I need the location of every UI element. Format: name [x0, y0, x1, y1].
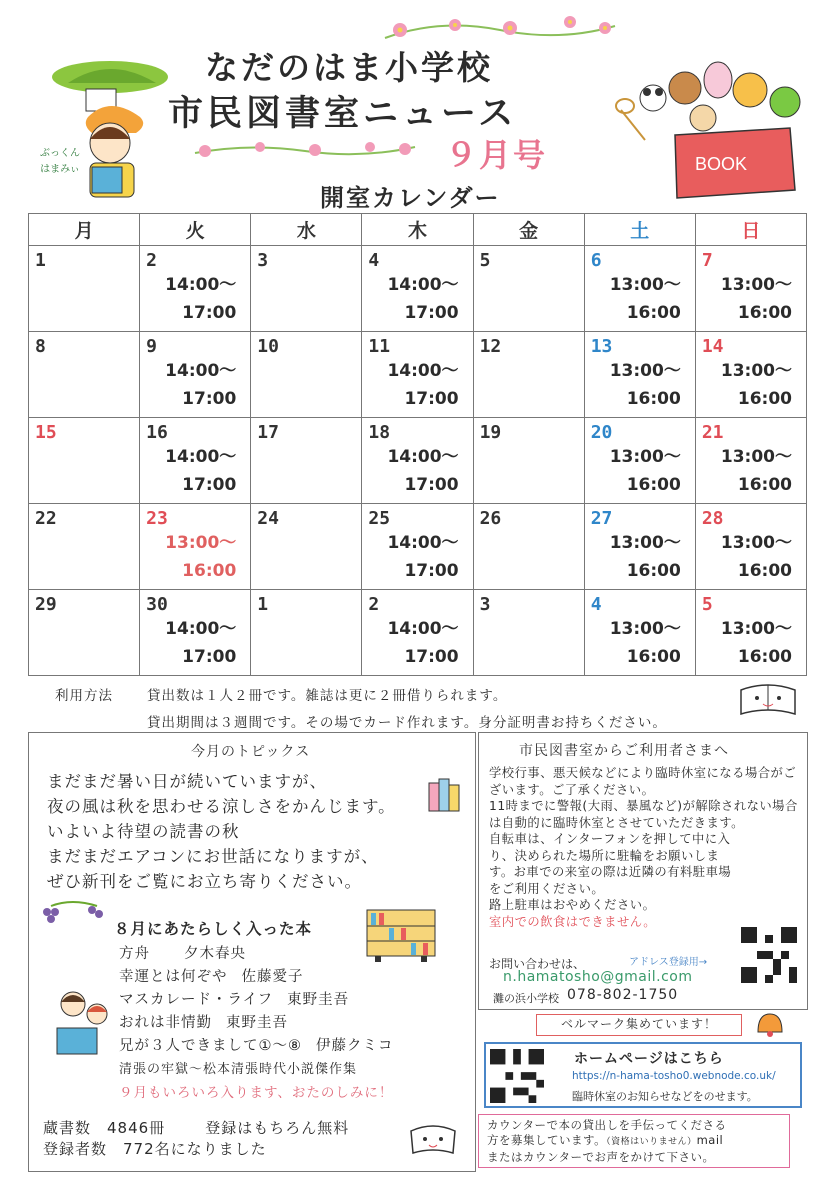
homepage-qr-code[interactable] — [490, 1049, 544, 1103]
list-item — [119, 1035, 394, 1058]
calendar-day-cell — [29, 590, 140, 676]
contact-email[interactable]: n.hamatosho@gmail.com — [503, 969, 693, 985]
weekday-header: 木 — [362, 214, 473, 246]
day-number: 9 — [146, 336, 157, 357]
day-number: 15 — [35, 422, 57, 443]
open-time: 13:00〜 — [609, 533, 681, 553]
weekday-header: 金 — [473, 214, 584, 246]
calendar-week-row — [29, 504, 807, 590]
day-number: 11 — [368, 336, 391, 357]
open-time: 13:00〜 — [720, 533, 792, 553]
calendar-week-row — [29, 332, 807, 418]
open-calendar-table — [28, 213, 807, 676]
calendar-day-cell — [140, 246, 251, 332]
calendar-day-cell — [362, 504, 473, 590]
open-time: 13:00〜 — [609, 619, 681, 639]
notice-title: 市民図書室からご利用者さまへ — [519, 743, 729, 759]
email-qr-code[interactable] — [741, 927, 797, 983]
topics-line: 夜の風は秋を思わせる涼しさをかんじます。 — [47, 797, 396, 816]
contact-label: お問い合わせは、 — [489, 957, 586, 971]
list-item — [119, 943, 394, 966]
day-number: 7 — [701, 250, 713, 271]
calendar-day-cell — [473, 418, 584, 504]
bellmark-notice: ベルマーク集めています！ — [536, 1014, 742, 1036]
open-time: 14:00〜 — [165, 361, 237, 381]
calendar-day-cell — [362, 246, 473, 332]
mother-child-reading-illustration — [51, 988, 117, 1058]
open-time: 14:00〜 — [165, 619, 237, 639]
day-number: 18 — [368, 422, 391, 443]
day-number: 13 — [590, 336, 613, 357]
recruit-line: 方を募集しています。（資格はいりません）mail — [487, 1133, 724, 1147]
day-number: 24 — [257, 508, 279, 529]
bellmark-bell-icon — [750, 1008, 790, 1038]
calendar-day-cell — [29, 504, 140, 590]
day-number: 26 — [479, 508, 502, 529]
calendar-day-cell — [251, 590, 362, 676]
day-number: 10 — [257, 336, 279, 357]
mascot-name: ぶっくん はまみぃ — [40, 148, 80, 175]
day-number: 4 — [368, 250, 380, 271]
close-time: 16:00 — [737, 647, 792, 667]
open-time: 13:00〜 — [720, 447, 792, 467]
calendar-day-cell — [584, 504, 695, 590]
topics-line: いよいよ待望の読書の秋 — [47, 822, 240, 841]
book-author: 東野圭吾 — [226, 1015, 288, 1031]
calendar-day-cell — [251, 332, 362, 418]
day-number: 30 — [146, 594, 168, 615]
day-number: 21 — [701, 422, 724, 443]
flower-garland-illustration — [380, 8, 620, 48]
weekday-header: 水 — [251, 214, 362, 246]
book-author: 東野圭吾 — [287, 992, 350, 1008]
topics-panel — [28, 732, 476, 1172]
day-number: 1 — [35, 250, 46, 271]
weekday-header: 月 — [29, 214, 140, 246]
day-number: 16 — [146, 422, 168, 443]
calendar-day-cell — [584, 590, 695, 676]
book-character-icon — [737, 680, 799, 720]
close-time: 17:00 — [404, 561, 459, 581]
notice-line: 11時までに警報(大雨、暴風など)が解除されない場合は自動的に臨時休室とさせていただきます。 — [489, 799, 798, 830]
book-animals-illustration — [615, 40, 815, 210]
calendar-day-cell — [473, 246, 584, 332]
open-time: 13:00〜 — [720, 275, 792, 295]
book-title: おれは非情勤 — [119, 1015, 212, 1031]
grape-icon — [37, 898, 107, 928]
books-more-note: ９月もいろいろ入ります、おたのしみに！ — [119, 1085, 394, 1101]
notice-line: 路上駐車はおやめください。 — [489, 898, 656, 912]
list-item — [119, 966, 394, 989]
day-number: 3 — [257, 250, 269, 271]
calendar-day-cell — [140, 332, 251, 418]
notice-panel — [478, 732, 808, 1172]
calendar-day-cell — [362, 590, 473, 676]
day-number: 25 — [368, 508, 391, 529]
calendar-day-cell — [695, 246, 806, 332]
close-time: 16:00 — [737, 475, 792, 495]
book-title: 兄が３人できまして①〜⑧ — [119, 1038, 302, 1054]
close-time: 17:00 — [404, 475, 459, 495]
weekday-header-sunday: 日 — [695, 214, 806, 246]
calendar-day-cell — [584, 246, 695, 332]
close-time: 17:00 — [404, 389, 459, 409]
calendar-day-cell — [584, 332, 695, 418]
day-number: 28 — [701, 508, 724, 529]
homepage-box[interactable] — [484, 1042, 802, 1108]
calendar-day-cell — [584, 418, 695, 504]
close-time: 17:00 — [404, 303, 459, 323]
close-time: 16:00 — [626, 389, 681, 409]
calendar-day-cell — [251, 246, 362, 332]
open-time: 13:00〜 — [720, 619, 792, 639]
new-books-list — [119, 943, 394, 1081]
close-time: 17:00 — [182, 475, 237, 495]
usage-label: 利用方法 — [55, 688, 113, 704]
open-time: 14:00〜 — [387, 447, 459, 467]
calendar-day-cell — [473, 504, 584, 590]
calendar-day-cell — [251, 418, 362, 504]
book-author: 夕木春央 — [184, 946, 246, 962]
open-time: 13:00〜 — [165, 533, 237, 553]
day-number: 23 — [146, 508, 168, 529]
calendar-day-cell — [695, 590, 806, 676]
close-time: 16:00 — [626, 561, 681, 581]
close-time: 16:00 — [626, 475, 681, 495]
book-author: 佐藤愛子 — [241, 969, 304, 985]
day-number: 14 — [701, 336, 724, 357]
topics-title: 今月のトピックス — [191, 744, 311, 760]
day-number: 4 — [590, 594, 602, 615]
calendar-day-cell — [140, 504, 251, 590]
newsletter-title: 市民図書室ニュース — [168, 94, 518, 134]
book-title: 方舟 — [119, 946, 150, 962]
calendar-week-row — [29, 590, 807, 676]
close-time: 17:00 — [182, 303, 237, 323]
book-count: 蔵書数 4846冊 — [43, 1119, 166, 1137]
close-time: 16:00 — [182, 561, 237, 581]
day-number: 17 — [257, 422, 279, 443]
book-title: マスカレード・ライフ — [119, 992, 274, 1008]
registration-free-note: 登録はもちろん無料 — [205, 1119, 350, 1137]
calendar-day-cell — [362, 332, 473, 418]
calendar-day-cell — [140, 418, 251, 504]
day-number: 3 — [479, 594, 491, 615]
recruit-line: またはカウンターでお声をかけて下さい。 — [487, 1150, 715, 1164]
open-time: 14:00〜 — [165, 275, 237, 295]
no-food-notice: 室内での飲食はできません。 — [489, 914, 657, 929]
open-time: 14:00〜 — [165, 447, 237, 467]
calendar-title: 開室カレンダー — [320, 184, 501, 212]
day-number: 6 — [590, 250, 602, 271]
topics-line: ぜひ新刊をご覧にお立ち寄りください。 — [47, 872, 362, 891]
library-stats — [43, 1118, 349, 1160]
issue-label: ９月号 — [445, 136, 548, 174]
homepage-title: ホームページはこちら — [574, 1051, 724, 1067]
calendar-day-cell — [695, 418, 806, 504]
mascot-reading-illustration — [48, 55, 178, 205]
calendar-day-cell — [695, 504, 806, 590]
open-time: 13:00〜 — [609, 447, 681, 467]
calendar-day-cell — [251, 504, 362, 590]
day-number: 8 — [35, 336, 46, 357]
calendar-week-row — [29, 246, 807, 332]
usage-line-2: 貸出期間は３週間です。その場でカード作れます。身分証明書お持ちください。 — [147, 715, 667, 731]
notice-box — [478, 732, 808, 1010]
usage-info — [55, 683, 667, 737]
calendar-week-row — [29, 418, 807, 504]
book-sign-text: BOOK — [695, 154, 748, 174]
day-number: 5 — [479, 250, 491, 271]
notice-text — [489, 765, 799, 930]
open-time: 14:00〜 — [387, 361, 459, 381]
calendar-day-cell — [29, 246, 140, 332]
contact-phone: 078-802-1750 — [567, 987, 679, 1003]
calendar-day-cell — [362, 418, 473, 504]
close-time: 17:00 — [404, 647, 459, 667]
close-time: 16:00 — [737, 303, 792, 323]
new-books-title: ８月にあたらしく入った本 — [114, 920, 313, 938]
homepage-note: 臨時休室のお知らせなどをのせます。 — [572, 1090, 758, 1103]
user-count: 登録者数 772名になりました — [43, 1140, 267, 1158]
open-time: 14:00〜 — [387, 619, 459, 639]
day-number: 20 — [590, 422, 613, 443]
notice-line: 学校行事、悪天候などにより臨時休室になる場合がございます。ご了承ください。 — [489, 766, 797, 797]
calendar-header-row — [29, 214, 807, 246]
homepage-url-link[interactable]: https://n-hama-tosho0.webnode.co.uk/ — [572, 1070, 776, 1082]
book-title: 清張の牢獄〜松本清張時代小説傑作集 — [119, 1062, 358, 1077]
close-time: 17:00 — [182, 389, 237, 409]
close-time: 17:00 — [182, 647, 237, 667]
weekday-header: 火 — [140, 214, 251, 246]
day-number: 12 — [479, 336, 502, 357]
close-time: 16:00 — [626, 303, 681, 323]
weekday-header-saturday: 土 — [584, 214, 695, 246]
calendar-body — [29, 246, 807, 676]
books-stack-icon — [427, 777, 461, 813]
list-item — [119, 1012, 394, 1035]
calendar-day-cell — [695, 332, 806, 418]
day-number: 19 — [479, 422, 502, 443]
recruit-line: カウンターで本の貸出しを手伝ってくださる — [487, 1118, 727, 1132]
book-character-icon-2 — [407, 1119, 459, 1159]
day-number: 2 — [368, 594, 380, 615]
open-time: 13:00〜 — [609, 275, 681, 295]
school-name: なだのはま小学校 — [205, 48, 493, 87]
address-hint: アドレス登録用→ — [629, 957, 708, 968]
day-number: 1 — [257, 594, 269, 615]
volunteer-recruit-box — [478, 1114, 790, 1168]
calendar-day-cell — [29, 418, 140, 504]
day-number: 29 — [35, 594, 57, 615]
close-time: 16:00 — [737, 389, 792, 409]
open-time: 14:00〜 — [387, 533, 459, 553]
usage-line-1: 貸出数は１人２冊です。雑誌は更に２冊借りられます。 — [147, 688, 508, 704]
day-number: 5 — [701, 594, 713, 615]
open-time: 13:00〜 — [720, 361, 792, 381]
school-name-small: 灘の浜小学校 — [493, 992, 559, 1005]
list-item — [119, 1058, 394, 1081]
book-author: 伊藤クミコ — [316, 1038, 394, 1054]
day-number: 22 — [35, 508, 57, 529]
open-time: 14:00〜 — [387, 275, 459, 295]
calendar-day-cell — [473, 332, 584, 418]
flower-garland-illustration-2 — [190, 135, 420, 165]
close-time: 16:00 — [626, 647, 681, 667]
day-number: 27 — [590, 508, 613, 529]
topics-text — [47, 769, 396, 894]
calendar-day-cell — [29, 332, 140, 418]
list-item — [119, 989, 394, 1012]
topics-line: まだまだエアコンにお世話になりますが、 — [47, 847, 379, 866]
calendar-day-cell — [140, 590, 251, 676]
day-number: 2 — [146, 250, 157, 271]
notice-line: 自転車は、インターフォンを押して中に入り、決められた場所に駐輪をお願いします。お車での来室の際は近隣の有料駐車場をご利用ください。 — [489, 832, 732, 896]
open-time: 13:00〜 — [609, 361, 681, 381]
close-time: 16:00 — [737, 561, 792, 581]
topics-line: まだまだ暑い日が続いていますが、 — [47, 772, 327, 791]
book-title: 幸運とは何ぞや — [119, 969, 228, 985]
calendar-day-cell — [473, 590, 584, 676]
